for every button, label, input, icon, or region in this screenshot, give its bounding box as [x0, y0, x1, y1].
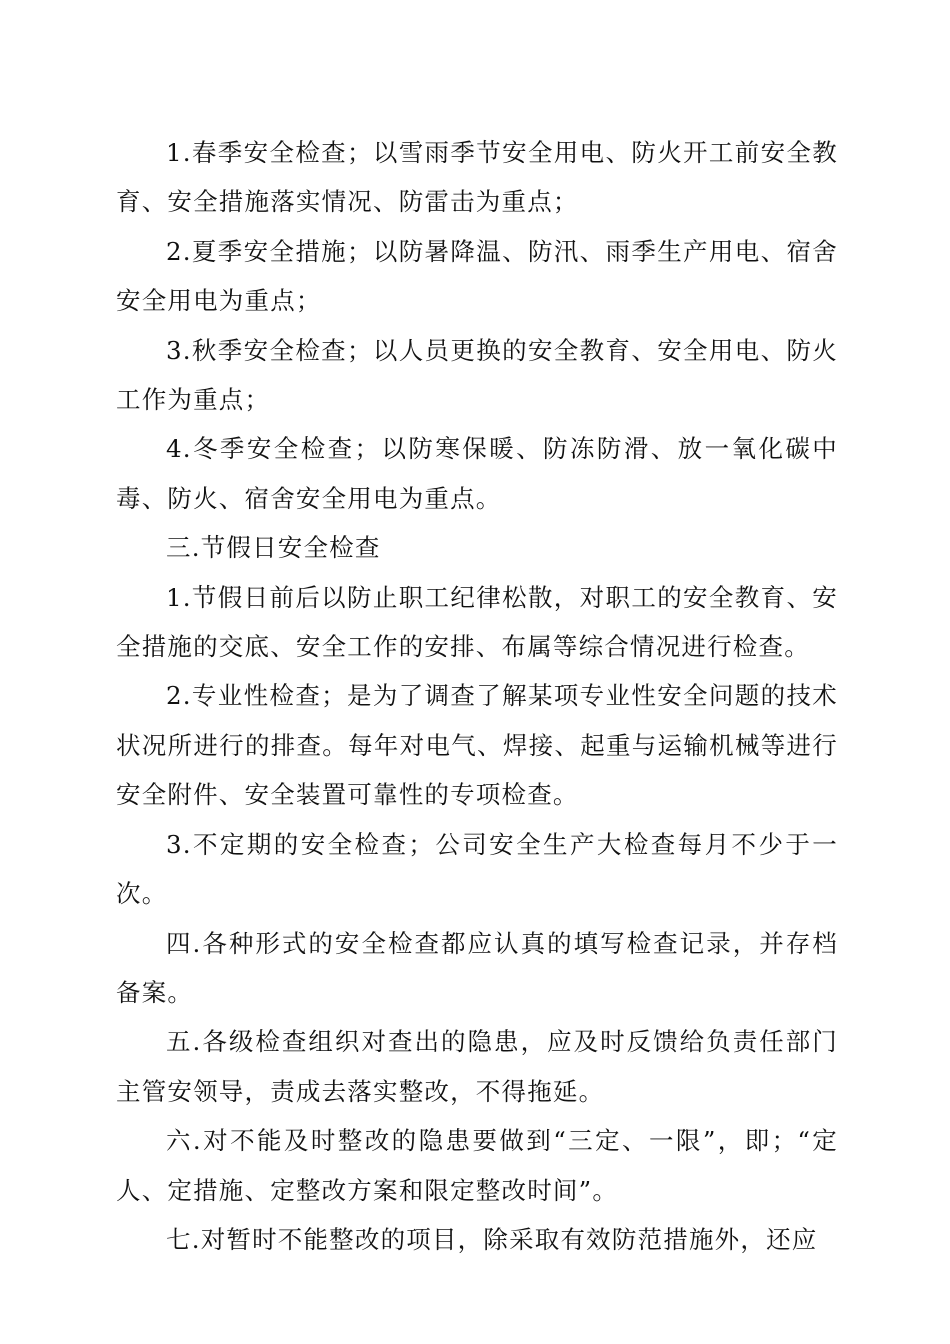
paragraph-irregular-check: 3.不定期的安全检查；公司安全生产大检查每月不少于一次。: [116, 829, 838, 909]
paragraph-temporary-measures: 七.对暂时不能整改的项目，除采取有效防范措施外，还应: [166, 1224, 818, 1254]
paragraph-holiday-before-after: 1.节假日前后以防止职工纪律松散，对职工的安全教育、安全措施的交底、安全工作的安排、布属等综合情况进行检查。: [116, 582, 838, 662]
paragraph-hazard-feedback: 五.各级检查组织对查出的隐患，应及时反馈给负责任部门主管安领导，责成去落实整改，不得拖延。: [116, 1027, 838, 1106]
paragraph-records-archive: 四.各种形式的安全检查都应认真的填写检查记录，并存档备案。: [116, 928, 838, 1007]
paragraph-winter-check: 4.冬季安全检查；以防寒保暖、防冻防滑、放一氧化碳中毒、防火、宿舍安全用电为重点。: [116, 434, 838, 513]
paragraph-three-fixed-one-limit: 六.对不能及时整改的隐患要做到“三定、一限”，即；“定人、定措施、定整改方案和限定整改时间”。: [116, 1126, 838, 1205]
section-heading-holiday-check: 三.节假日安全检查: [166, 533, 381, 563]
paragraph-specialized-check: 2.专业性检查；是为了调查了解某项专业性安全问题的技术状况所进行的排查。每年对电气、焊接、起重与运输机械等进行安全附件、安全装置可靠性的专项检查。: [116, 681, 838, 810]
paragraph-spring-check: 1.春季安全检查；以雪雨季节安全用电、防火开工前安全教育、安全措施落实情况、防雷击为重点；: [116, 138, 838, 217]
paragraph-autumn-check: 3.秋季安全检查；以人员更换的安全教育、安全用电、防火工作为重点；: [116, 335, 838, 415]
paragraph-summer-measures: 2.夏季安全措施；以防暑降温、防汛、雨季生产用电、宿舍安全用电为重点；: [116, 236, 838, 316]
